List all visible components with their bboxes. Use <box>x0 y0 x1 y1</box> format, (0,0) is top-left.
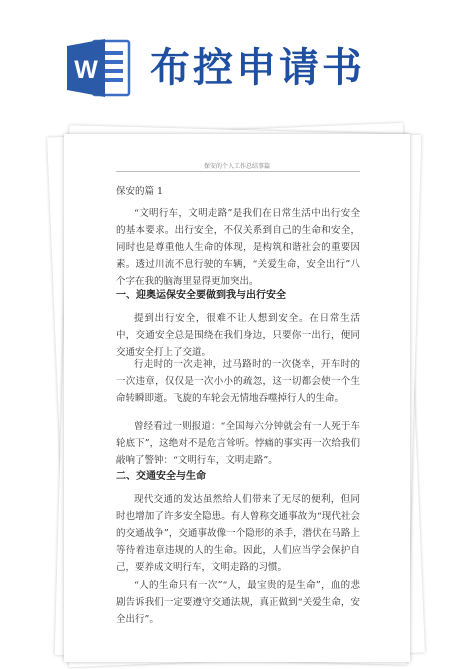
logo-letter: W <box>74 56 98 84</box>
banner <box>0 0 474 110</box>
paragraph: 现代交通的发达虽然给人们带来了无尽的便利，但同时也增加了许多安全隐患。有人曾称交通事故为“现代社会的交通战争”，交通事故像一个隐形的杀手，潜伏在马路上等待着违章违规的人的生命。因此，人们应当学会保护自己，要养成文明行车，文明走路的习惯。 <box>116 494 360 573</box>
header-rule <box>116 171 360 172</box>
paragraph: “人的生命只有一次”“人，最宝贵的是生命”，血的悲剧告诉我们一定要遵守交通法规，真正做到“关爱生命，安全出行”。 <box>116 580 360 625</box>
document-page <box>64 134 410 662</box>
section-heading: 一、迎奥运保安全要做到我与出行安全 <box>116 290 286 301</box>
paragraph: 提到出行安全，很难不让人想到安全。在日常生活中，交通安全总是围绕在我们身边，只要你一出行，便同交通安全打上了交道。 <box>116 313 360 358</box>
paragraph: “文明行车，文明走路”是我们在日常生活中出行安全的基本要求。出行安全，不仅关系到自己的生命和安全，同时也是尊重他人生命的体现，是构筑和谐社会的重要因素。透过川流不息行驶的车辆，“关爱生命，安全出行”八个字在我的脑海里显得更加突出。 <box>116 208 360 287</box>
page-title: 布控申请书 <box>150 45 365 91</box>
word-document-icon <box>65 37 133 99</box>
document-subtitle: 保安的篇 1 <box>116 186 164 197</box>
paragraph: 曾经看过一则报道：“全国每六分钟就会有一人死于车轮底下”，这绝对不是危言耸听。悖痛的事实再一次给我们敲响了警钟：“文明行车，文明走路”。 <box>116 421 360 466</box>
running-header: 保安的个人工作总结事篇 <box>203 163 270 170</box>
section-heading: 二、交通安全与生命 <box>116 471 206 482</box>
paragraph: 行走时的一次走神，过马路时的一次侥幸，开车时的一次违章，仅仅是一次小小的疏忽，这一切都会使一个生命转瞬即逝。飞旋的车轮会无情地吞噬掉行人的生命。 <box>116 359 360 404</box>
